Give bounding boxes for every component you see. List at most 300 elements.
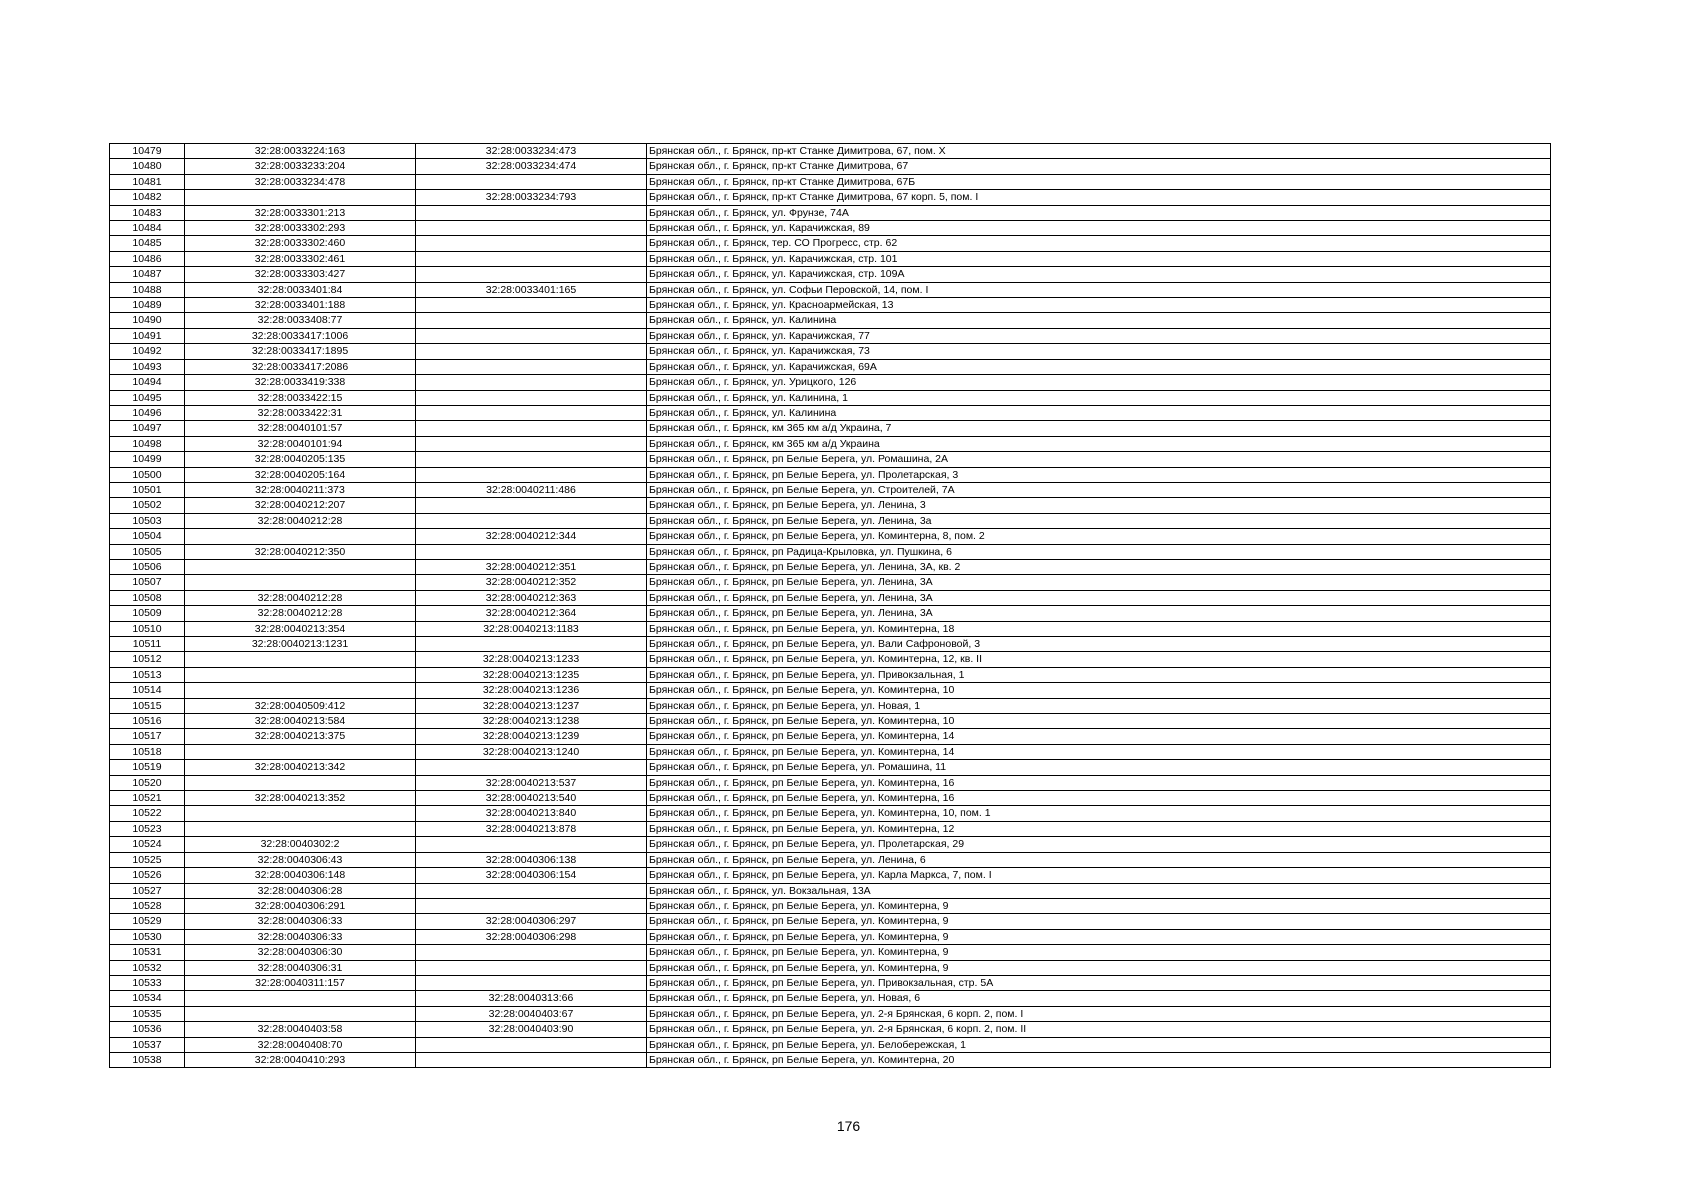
address-cell: Брянская обл., г. Брянск, рп Белые Берега, ул. Ленина, 3а	[647, 513, 1551, 528]
cadastral-number-cell: 32:28:0040306:148	[185, 868, 416, 883]
cadastral-number-cell: 32:28:0040306:31	[185, 960, 416, 975]
row-number-cell: 10531	[110, 945, 185, 960]
cadastral-number-cell	[185, 775, 416, 790]
row-number-cell: 10533	[110, 975, 185, 990]
row-number-cell: 10529	[110, 914, 185, 929]
address-cell: Брянская обл., г. Брянск, рп Белые Берега, ул. Новая, 1	[647, 698, 1551, 713]
related-cadastral-number-cell: 32:28:0040313:66	[416, 991, 647, 1006]
cadastral-number-cell: 32:28:0040213:584	[185, 714, 416, 729]
row-number-cell: 10483	[110, 205, 185, 220]
table-row	[110, 729, 1551, 744]
related-cadastral-number-cell: 32:28:0040213:1239	[416, 729, 647, 744]
cadastral-number-cell	[185, 1006, 416, 1021]
address-cell: Брянская обл., г. Брянск, рп Белые Берега, ул. Белобережская, 1	[647, 1037, 1551, 1052]
cadastral-number-cell: 32:28:0040306:28	[185, 883, 416, 898]
address-cell: Брянская обл., г. Брянск, рп Белые Берега, ул. Пролетарская, 29	[647, 837, 1551, 852]
address-cell: Брянская обл., г. Брянск, пр-кт Станке Димитрова, 67	[647, 159, 1551, 174]
row-number-cell: 10526	[110, 868, 185, 883]
page-number: 176	[836, 1118, 861, 1134]
table-row	[110, 436, 1551, 451]
cadastral-number-cell: 32:28:0033234:478	[185, 174, 416, 189]
table-row	[110, 236, 1551, 251]
address-cell: Брянская обл., г. Брянск, рп Белые Берега, ул. Привокзальная, 1	[647, 667, 1551, 682]
table-row	[110, 344, 1551, 359]
address-cell: Брянская обл., г. Брянск, рп Белые Берега, ул. Ленина, 6	[647, 852, 1551, 867]
related-cadastral-number-cell	[416, 637, 647, 652]
address-cell: Брянская обл., г. Брянск, рп Белые Берега, ул. Коминтерна, 16	[647, 775, 1551, 790]
address-cell: Брянская обл., г. Брянск, ул. Карачижская, 73	[647, 344, 1551, 359]
row-number-cell: 10487	[110, 267, 185, 282]
address-cell: Брянская обл., г. Брянск, рп Белые Берега, ул. Коминтерна, 9	[647, 914, 1551, 929]
address-cell: Брянская обл., г. Брянск, рп Белые Берега, ул. Ленина, 3А	[647, 606, 1551, 621]
related-cadastral-number-cell	[416, 975, 647, 990]
row-number-cell: 10530	[110, 929, 185, 944]
address-cell: Брянская обл., г. Брянск, ул. Урицкого, 126	[647, 375, 1551, 390]
table-body	[110, 144, 1551, 1068]
cadastral-number-cell	[185, 821, 416, 836]
row-number-cell: 10525	[110, 852, 185, 867]
cadastral-number-cell: 32:28:0040213:352	[185, 791, 416, 806]
cadastral-number-cell: 32:28:0040306:291	[185, 898, 416, 913]
address-cell: Брянская обл., г. Брянск, рп Белые Берега, ул. Коминтерна, 12	[647, 821, 1551, 836]
table-row	[110, 267, 1551, 282]
cadastral-number-cell	[185, 575, 416, 590]
table-row	[110, 313, 1551, 328]
row-number-cell: 10492	[110, 344, 185, 359]
cadastral-number-cell: 32:28:0033302:461	[185, 251, 416, 266]
property-table	[109, 143, 1551, 1068]
related-cadastral-number-cell: 32:28:0040212:364	[416, 606, 647, 621]
related-cadastral-number-cell	[416, 760, 647, 775]
related-cadastral-number-cell: 32:28:0040213:1240	[416, 744, 647, 759]
table-row	[110, 1052, 1551, 1067]
table-row	[110, 482, 1551, 497]
table-row	[110, 190, 1551, 205]
table-row	[110, 405, 1551, 420]
table-row	[110, 637, 1551, 652]
table-row	[110, 621, 1551, 636]
cadastral-number-cell: 32:28:0040213:354	[185, 621, 416, 636]
related-cadastral-number-cell: 32:28:0040211:486	[416, 482, 647, 497]
related-cadastral-number-cell	[416, 960, 647, 975]
related-cadastral-number-cell: 32:28:0040213:1237	[416, 698, 647, 713]
row-number-cell: 10511	[110, 637, 185, 652]
table-row	[110, 1006, 1551, 1021]
table-row	[110, 791, 1551, 806]
row-number-cell: 10538	[110, 1052, 185, 1067]
address-cell: Брянская обл., г. Брянск, ул. Карачижская, 77	[647, 328, 1551, 343]
cadastral-number-cell: 32:28:0040212:28	[185, 590, 416, 605]
table-row	[110, 174, 1551, 189]
address-cell: Брянская обл., г. Брянск, пр-кт Станке Димитрова, 67, пом. X	[647, 144, 1551, 159]
cadastral-number-cell: 32:28:0033224:163	[185, 144, 416, 159]
related-cadastral-number-cell: 32:28:0040213:1183	[416, 621, 647, 636]
table-row	[110, 606, 1551, 621]
table-row	[110, 760, 1551, 775]
row-number-cell: 10508	[110, 590, 185, 605]
cadastral-number-cell	[185, 559, 416, 574]
table-row	[110, 1022, 1551, 1037]
related-cadastral-number-cell: 32:28:0040306:154	[416, 868, 647, 883]
row-number-cell: 10489	[110, 298, 185, 313]
table-row	[110, 467, 1551, 482]
address-cell: Брянская обл., г. Брянск, рп Белые Берега, ул. Новая, 6	[647, 991, 1551, 1006]
row-number-cell: 10496	[110, 405, 185, 420]
row-number-cell: 10518	[110, 744, 185, 759]
cadastral-number-cell: 32:28:0040212:28	[185, 606, 416, 621]
cadastral-number-cell: 32:28:0033303:427	[185, 267, 416, 282]
cadastral-number-cell: 32:28:0040205:164	[185, 467, 416, 482]
table-row	[110, 945, 1551, 960]
related-cadastral-number-cell	[416, 452, 647, 467]
row-number-cell: 10499	[110, 452, 185, 467]
related-cadastral-number-cell	[416, 436, 647, 451]
address-cell: Брянская обл., г. Брянск, ул. Калинина	[647, 405, 1551, 420]
table-row	[110, 1037, 1551, 1052]
address-cell: Брянская обл., г. Брянск, ул. Красноармейская, 13	[647, 298, 1551, 313]
cadastral-number-cell: 32:28:0033301:213	[185, 205, 416, 220]
cadastral-number-cell: 32:28:0040213:375	[185, 729, 416, 744]
cadastral-number-cell: 32:28:0040306:30	[185, 945, 416, 960]
table-row	[110, 914, 1551, 929]
address-cell: Брянская обл., г. Брянск, рп Белые Берега, ул. Коминтерна, 10	[647, 714, 1551, 729]
related-cadastral-number-cell: 32:28:0040213:1238	[416, 714, 647, 729]
address-cell: Брянская обл., г. Брянск, пр-кт Станке Димитрова, 67 корп. 5, пом. I	[647, 190, 1551, 205]
row-number-cell: 10524	[110, 837, 185, 852]
table-row	[110, 498, 1551, 513]
related-cadastral-number-cell	[416, 251, 647, 266]
related-cadastral-number-cell: 32:28:0040213:878	[416, 821, 647, 836]
address-cell: Брянская обл., г. Брянск, рп Белые Берега, ул. Коминтерна, 20	[647, 1052, 1551, 1067]
address-cell: Брянская обл., г. Брянск, рп Белые Берега, ул. Коминтерна, 9	[647, 960, 1551, 975]
row-number-cell: 10502	[110, 498, 185, 513]
row-number-cell: 10481	[110, 174, 185, 189]
address-cell: Брянская обл., г. Брянск, рп Белые Берега, ул. Карла Маркса, 7, пом. I	[647, 868, 1551, 883]
address-cell: Брянская обл., г. Брянск, рп Белые Берега, ул. Коминтерна, 10, пом. 1	[647, 806, 1551, 821]
table-row	[110, 529, 1551, 544]
table-row	[110, 205, 1551, 220]
address-cell: Брянская обл., г. Брянск, рп Белые Берега, ул. 2-я Брянская, 6 корп. 2, пом. I	[647, 1006, 1551, 1021]
table-row	[110, 221, 1551, 236]
address-cell: Брянская обл., г. Брянск, ул. Вокзальная, 13А	[647, 883, 1551, 898]
row-number-cell: 10537	[110, 1037, 185, 1052]
related-cadastral-number-cell	[416, 498, 647, 513]
cadastral-number-cell: 32:28:0040410:293	[185, 1052, 416, 1067]
row-number-cell: 10479	[110, 144, 185, 159]
table-row	[110, 328, 1551, 343]
row-number-cell: 10482	[110, 190, 185, 205]
related-cadastral-number-cell: 32:28:0040403:67	[416, 1006, 647, 1021]
row-number-cell: 10521	[110, 791, 185, 806]
row-number-cell: 10507	[110, 575, 185, 590]
row-number-cell: 10522	[110, 806, 185, 821]
table-row	[110, 821, 1551, 836]
address-cell: Брянская обл., г. Брянск, рп Белые Берега, ул. Коминтерна, 10	[647, 683, 1551, 698]
row-number-cell: 10486	[110, 251, 185, 266]
cadastral-number-cell: 32:28:0040311:157	[185, 975, 416, 990]
table-row	[110, 359, 1551, 374]
cadastral-number-cell	[185, 529, 416, 544]
related-cadastral-number-cell	[416, 945, 647, 960]
address-cell: Брянская обл., г. Брянск, рп Белые Берега, ул. Привокзальная, стр. 5А	[647, 975, 1551, 990]
cadastral-number-cell: 32:28:0040306:33	[185, 914, 416, 929]
address-cell: Брянская обл., г. Брянск, тер. СО Прогресс, стр. 62	[647, 236, 1551, 251]
row-number-cell: 10516	[110, 714, 185, 729]
address-cell: Брянская обл., г. Брянск, пр-кт Станке Димитрова, 67Б	[647, 174, 1551, 189]
cadastral-number-cell: 32:28:0033302:460	[185, 236, 416, 251]
related-cadastral-number-cell	[416, 837, 647, 852]
address-cell: Брянская обл., г. Брянск, рп Белые Берега, ул. 2-я Брянская, 6 корп. 2, пом. II	[647, 1022, 1551, 1037]
address-cell: Брянская обл., г. Брянск, рп Белые Берега, ул. Ленина, 3А	[647, 590, 1551, 605]
table-row	[110, 282, 1551, 297]
related-cadastral-number-cell	[416, 221, 647, 236]
row-number-cell: 10491	[110, 328, 185, 343]
address-cell: Брянская обл., г. Брянск, рп Белые Берега, ул. Коминтерна, 14	[647, 729, 1551, 744]
cadastral-number-cell	[185, 652, 416, 667]
row-number-cell: 10513	[110, 667, 185, 682]
cadastral-number-cell: 32:28:0033417:1006	[185, 328, 416, 343]
related-cadastral-number-cell: 32:28:0040213:1236	[416, 683, 647, 698]
related-cadastral-number-cell	[416, 421, 647, 436]
related-cadastral-number-cell: 32:28:0040213:840	[416, 806, 647, 821]
address-cell: Брянская обл., г. Брянск, ул. Калинина, 1	[647, 390, 1551, 405]
table-row	[110, 390, 1551, 405]
address-cell: Брянская обл., г. Брянск, км 365 км а/д Украина	[647, 436, 1551, 451]
related-cadastral-number-cell: 32:28:0040213:537	[416, 775, 647, 790]
row-number-cell: 10488	[110, 282, 185, 297]
cadastral-number-cell: 32:28:0040101:57	[185, 421, 416, 436]
related-cadastral-number-cell: 32:28:0033234:474	[416, 159, 647, 174]
row-number-cell: 10510	[110, 621, 185, 636]
related-cadastral-number-cell	[416, 467, 647, 482]
related-cadastral-number-cell	[416, 313, 647, 328]
cadastral-number-cell	[185, 806, 416, 821]
row-number-cell: 10484	[110, 221, 185, 236]
table-row	[110, 898, 1551, 913]
cadastral-number-cell: 32:28:0040212:350	[185, 544, 416, 559]
table-row	[110, 744, 1551, 759]
table-row	[110, 144, 1551, 159]
row-number-cell: 10528	[110, 898, 185, 913]
row-number-cell: 10532	[110, 960, 185, 975]
related-cadastral-number-cell	[416, 544, 647, 559]
cadastral-number-cell	[185, 190, 416, 205]
related-cadastral-number-cell	[416, 344, 647, 359]
cadastral-number-cell: 32:28:0040509:412	[185, 698, 416, 713]
table-row	[110, 298, 1551, 313]
related-cadastral-number-cell: 32:28:0040212:363	[416, 590, 647, 605]
row-number-cell: 10515	[110, 698, 185, 713]
related-cadastral-number-cell	[416, 298, 647, 313]
address-cell: Брянская обл., г. Брянск, рп Белые Берега, ул. Коминтерна, 9	[647, 898, 1551, 913]
related-cadastral-number-cell	[416, 359, 647, 374]
table-row	[110, 929, 1551, 944]
row-number-cell: 10490	[110, 313, 185, 328]
cadastral-number-cell: 32:28:0040306:43	[185, 852, 416, 867]
row-number-cell: 10501	[110, 482, 185, 497]
cadastral-number-cell: 32:28:0040213:1231	[185, 637, 416, 652]
table-row	[110, 590, 1551, 605]
row-number-cell: 10504	[110, 529, 185, 544]
cadastral-number-cell: 32:28:0033422:31	[185, 405, 416, 420]
cadastral-number-cell: 32:28:0033233:204	[185, 159, 416, 174]
table-row	[110, 251, 1551, 266]
table-row	[110, 960, 1551, 975]
related-cadastral-number-cell: 32:28:0033234:473	[416, 144, 647, 159]
cadastral-number-cell: 32:28:0040211:373	[185, 482, 416, 497]
row-number-cell: 10498	[110, 436, 185, 451]
address-cell: Брянская обл., г. Брянск, рп Белые Берега, ул. Строителей, 7А	[647, 482, 1551, 497]
table-row	[110, 667, 1551, 682]
related-cadastral-number-cell	[416, 390, 647, 405]
cadastral-number-cell: 32:28:0033408:77	[185, 313, 416, 328]
cadastral-number-cell: 32:28:0033401:84	[185, 282, 416, 297]
row-number-cell: 10485	[110, 236, 185, 251]
address-cell: Брянская обл., г. Брянск, рп Белые Берега, ул. Коминтерна, 8, пом. 2	[647, 529, 1551, 544]
table-row	[110, 868, 1551, 883]
row-number-cell: 10535	[110, 1006, 185, 1021]
related-cadastral-number-cell	[416, 898, 647, 913]
row-number-cell: 10493	[110, 359, 185, 374]
related-cadastral-number-cell	[416, 328, 647, 343]
cadastral-number-cell	[185, 683, 416, 698]
row-number-cell: 10527	[110, 883, 185, 898]
table-row	[110, 159, 1551, 174]
cadastral-number-cell	[185, 667, 416, 682]
address-cell: Брянская обл., г. Брянск, ул. Карачижская, 89	[647, 221, 1551, 236]
table-row	[110, 975, 1551, 990]
table-row	[110, 714, 1551, 729]
address-cell: Брянская обл., г. Брянск, рп Белые Берега, ул. Коминтерна, 9	[647, 929, 1551, 944]
row-number-cell: 10505	[110, 544, 185, 559]
cadastral-number-cell	[185, 744, 416, 759]
address-cell: Брянская обл., г. Брянск, ул. Карачижская, стр. 101	[647, 251, 1551, 266]
address-cell: Брянская обл., г. Брянск, рп Белые Берега, ул. Коминтерна, 18	[647, 621, 1551, 636]
related-cadastral-number-cell: 32:28:0033401:165	[416, 282, 647, 297]
address-cell: Брянская обл., г. Брянск, рп Белые Берега, ул. Коминтерна, 16	[647, 791, 1551, 806]
row-number-cell: 10494	[110, 375, 185, 390]
related-cadastral-number-cell: 32:28:0040213:1233	[416, 652, 647, 667]
related-cadastral-number-cell	[416, 174, 647, 189]
table-row	[110, 991, 1551, 1006]
related-cadastral-number-cell	[416, 883, 647, 898]
table-row	[110, 837, 1551, 852]
row-number-cell: 10520	[110, 775, 185, 790]
related-cadastral-number-cell	[416, 1037, 647, 1052]
cadastral-number-cell: 32:28:0040306:33	[185, 929, 416, 944]
address-cell: Брянская обл., г. Брянск, ул. Карачижская, 69А	[647, 359, 1551, 374]
related-cadastral-number-cell: 32:28:0040212:351	[416, 559, 647, 574]
row-number-cell: 10500	[110, 467, 185, 482]
table-row	[110, 852, 1551, 867]
related-cadastral-number-cell	[416, 513, 647, 528]
address-cell: Брянская обл., г. Брянск, рп Белые Берега, ул. Ленина, 3	[647, 498, 1551, 513]
row-number-cell: 10495	[110, 390, 185, 405]
related-cadastral-number-cell	[416, 205, 647, 220]
address-cell: Брянская обл., г. Брянск, рп Белые Берега, ул. Вали Сафроновой, 3	[647, 637, 1551, 652]
row-number-cell: 10514	[110, 683, 185, 698]
cadastral-number-cell: 32:28:0040212:207	[185, 498, 416, 513]
cadastral-number-cell: 32:28:0033417:2086	[185, 359, 416, 374]
row-number-cell: 10523	[110, 821, 185, 836]
related-cadastral-number-cell	[416, 405, 647, 420]
cadastral-number-cell: 32:28:0040403:58	[185, 1022, 416, 1037]
row-number-cell: 10536	[110, 1022, 185, 1037]
cadastral-number-cell: 32:28:0033419:338	[185, 375, 416, 390]
address-cell: Брянская обл., г. Брянск, ул. Фрунзе, 74А	[647, 205, 1551, 220]
cadastral-number-cell: 32:28:0040205:135	[185, 452, 416, 467]
table-row	[110, 421, 1551, 436]
row-number-cell: 10519	[110, 760, 185, 775]
cadastral-number-cell: 32:28:0033417:1895	[185, 344, 416, 359]
row-number-cell: 10534	[110, 991, 185, 1006]
address-cell: Брянская обл., г. Брянск, км 365 км а/д Украина, 7	[647, 421, 1551, 436]
cadastral-number-cell: 32:28:0040212:28	[185, 513, 416, 528]
cadastral-number-cell: 32:28:0033422:15	[185, 390, 416, 405]
related-cadastral-number-cell: 32:28:0040403:90	[416, 1022, 647, 1037]
related-cadastral-number-cell: 32:28:0040212:352	[416, 575, 647, 590]
address-cell: Брянская обл., г. Брянск, рп Радица-Крыловка, ул. Пушкина, 6	[647, 544, 1551, 559]
row-number-cell: 10503	[110, 513, 185, 528]
cadastral-number-cell: 32:28:0033302:293	[185, 221, 416, 236]
address-cell: Брянская обл., г. Брянск, рп Белые Берега, ул. Коминтерна, 14	[647, 744, 1551, 759]
address-cell: Брянская обл., г. Брянск, рп Белые Берега, ул. Ленина, 3А, кв. 2	[647, 559, 1551, 574]
cadastral-number-cell: 32:28:0033401:188	[185, 298, 416, 313]
address-cell: Брянская обл., г. Брянск, ул. Калинина	[647, 313, 1551, 328]
table-row	[110, 683, 1551, 698]
related-cadastral-number-cell: 32:28:0040212:344	[416, 529, 647, 544]
cadastral-number-cell: 32:28:0040101:94	[185, 436, 416, 451]
related-cadastral-number-cell	[416, 236, 647, 251]
row-number-cell: 10497	[110, 421, 185, 436]
table-row	[110, 698, 1551, 713]
related-cadastral-number-cell: 32:28:0040306:297	[416, 914, 647, 929]
address-cell: Брянская обл., г. Брянск, рп Белые Берега, ул. Ромашина, 2А	[647, 452, 1551, 467]
table-row	[110, 559, 1551, 574]
related-cadastral-number-cell: 32:28:0040213:540	[416, 791, 647, 806]
address-cell: Брянская обл., г. Брянск, рп Белые Берега, ул. Ленина, 3А	[647, 575, 1551, 590]
table-row	[110, 806, 1551, 821]
row-number-cell: 10506	[110, 559, 185, 574]
related-cadastral-number-cell: 32:28:0040213:1235	[416, 667, 647, 682]
related-cadastral-number-cell: 32:28:0033234:793	[416, 190, 647, 205]
address-cell: Брянская обл., г. Брянск, ул. Софьи Перовской, 14, пом. I	[647, 282, 1551, 297]
related-cadastral-number-cell	[416, 1052, 647, 1067]
related-cadastral-number-cell: 32:28:0040306:138	[416, 852, 647, 867]
cadastral-number-cell: 32:28:0040302:2	[185, 837, 416, 852]
address-cell: Брянская обл., г. Брянск, рп Белые Берега, ул. Коминтерна, 9	[647, 945, 1551, 960]
table-row	[110, 575, 1551, 590]
table-row	[110, 652, 1551, 667]
table-row	[110, 452, 1551, 467]
cadastral-number-cell: 32:28:0040408:70	[185, 1037, 416, 1052]
row-number-cell: 10509	[110, 606, 185, 621]
table-row	[110, 544, 1551, 559]
row-number-cell: 10517	[110, 729, 185, 744]
table-row	[110, 375, 1551, 390]
table-row	[110, 775, 1551, 790]
table-row	[110, 883, 1551, 898]
related-cadastral-number-cell	[416, 375, 647, 390]
related-cadastral-number-cell: 32:28:0040306:298	[416, 929, 647, 944]
address-cell: Брянская обл., г. Брянск, рп Белые Берега, ул. Ромашина, 11	[647, 760, 1551, 775]
related-cadastral-number-cell	[416, 267, 647, 282]
row-number-cell: 10480	[110, 159, 185, 174]
cadastral-number-cell: 32:28:0040213:342	[185, 760, 416, 775]
address-cell: Брянская обл., г. Брянск, ул. Карачижская, стр. 109А	[647, 267, 1551, 282]
address-cell: Брянская обл., г. Брянск, рп Белые Берега, ул. Пролетарская, 3	[647, 467, 1551, 482]
cadastral-number-cell	[185, 991, 416, 1006]
